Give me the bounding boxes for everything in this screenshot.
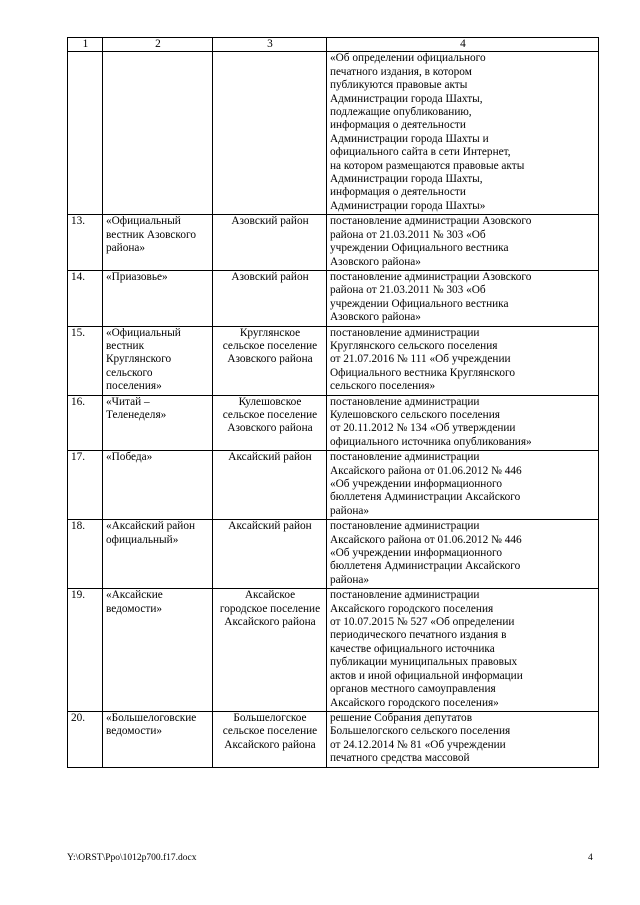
table-row — [68, 451, 599, 520]
legal-act: постановление администрации Кулешовского сельского поселения от 20.11.2012 № 134 «Об утверждении официального источника опубликования» — [327, 395, 599, 451]
municipality — [213, 52, 327, 215]
publication-title: «Большелоговские ведомости» — [103, 711, 213, 767]
header-col-1: 1 — [68, 38, 103, 52]
municipality: Круглянское сельское поселение Азовского района — [213, 326, 327, 395]
publication-title: «Приазовье» — [103, 270, 213, 326]
legal-act: постановление администрации Азовского района от 21.03.2011 № 303 «Об учреждении Официального вестника Азовского района» — [327, 270, 599, 326]
municipality: Кулешовское сельское поселение Азовского района — [213, 395, 327, 451]
footer-page-number: 4 — [588, 853, 593, 863]
publication-title: «Аксайский район официальный» — [103, 520, 213, 589]
table-row — [68, 395, 599, 451]
row-number: 16. — [68, 395, 103, 451]
row-number: 20. — [68, 711, 103, 767]
header-col-4: 4 — [327, 38, 599, 52]
legal-act: решение Собрания депутатов Большелогского сельского поселения от 24.12.2014 № 81 «Об учреждении печатного средства массовой — [327, 711, 599, 767]
municipality: Аксайский район — [213, 451, 327, 520]
header-col-3: 3 — [213, 38, 327, 52]
publication-title: «Официальный вестник Круглянского сельского поселения» — [103, 326, 213, 395]
municipality: Большелогское сельское поселение Аксайского района — [213, 711, 327, 767]
legal-act: постановление администрации Аксайского городского поселения от 10.07.2015 № 527 «Об определении периодического печатного издания в качестве официального источника публикации муниципальных правовых актов и иной официальной информации органов местного самоуправления Аксайского городского поселения» — [327, 589, 599, 712]
row-number — [68, 52, 103, 215]
table-row — [68, 520, 599, 589]
row-number: 17. — [68, 451, 103, 520]
legal-act: постановление администрации Аксайского района от 01.06.2012 № 446 «Об учреждении информационного бюллетеня Администрации Аксайского района» — [327, 451, 599, 520]
municipality: Азовский район — [213, 270, 327, 326]
legal-act: постановление администрации Круглянского сельского поселения от 21.07.2016 № 111 «Об учреждении Официального вестника Круглянского сельского поселения» — [327, 326, 599, 395]
publication-title: «Победа» — [103, 451, 213, 520]
table-header — [68, 38, 599, 52]
table-body — [68, 52, 599, 767]
row-number: 19. — [68, 589, 103, 712]
table-row — [68, 326, 599, 395]
legal-act: постановление администрации Аксайского района от 01.06.2012 № 446 «Об учреждении информационного бюллетеня Администрации Аксайского района» — [327, 520, 599, 589]
municipality: Аксайский район — [213, 520, 327, 589]
row-number: 18. — [68, 520, 103, 589]
table-row — [68, 711, 599, 767]
municipality: Аксайское городское поселение Аксайского района — [213, 589, 327, 712]
table-row — [68, 589, 599, 712]
legal-act: «Об определении официального печатного издания, в котором публикуются правовые акты Администрации города Шахты, подлежащие опубликованию, информация о деятельности Администрации города Шахты и официального сайта в сети Интернет, на котором размещаются правовые акты Администрации города Шахты, информация о деятельности Администрации города Шахты» — [327, 52, 599, 215]
table-row — [68, 270, 599, 326]
publication-title — [103, 52, 213, 215]
footer-file-path: Y:\ORST\Ppo\1012p700.f17.docx — [67, 853, 197, 863]
row-number: 14. — [68, 270, 103, 326]
header-col-2: 2 — [103, 38, 213, 52]
header-row — [68, 38, 599, 52]
table-row — [68, 52, 599, 215]
publications-table — [67, 37, 599, 768]
publication-title: «Официальный вестник Азовского района» — [103, 215, 213, 271]
row-number: 15. — [68, 326, 103, 395]
row-number: 13. — [68, 215, 103, 271]
publication-title: «Аксайские ведомости» — [103, 589, 213, 712]
legal-act: постановление администрации Азовского района от 21.03.2011 № 303 «Об учреждении Официального вестника Азовского района» — [327, 215, 599, 271]
municipality: Азовский район — [213, 215, 327, 271]
table-row — [68, 215, 599, 271]
publication-title: «Читай – Теленеделя» — [103, 395, 213, 451]
